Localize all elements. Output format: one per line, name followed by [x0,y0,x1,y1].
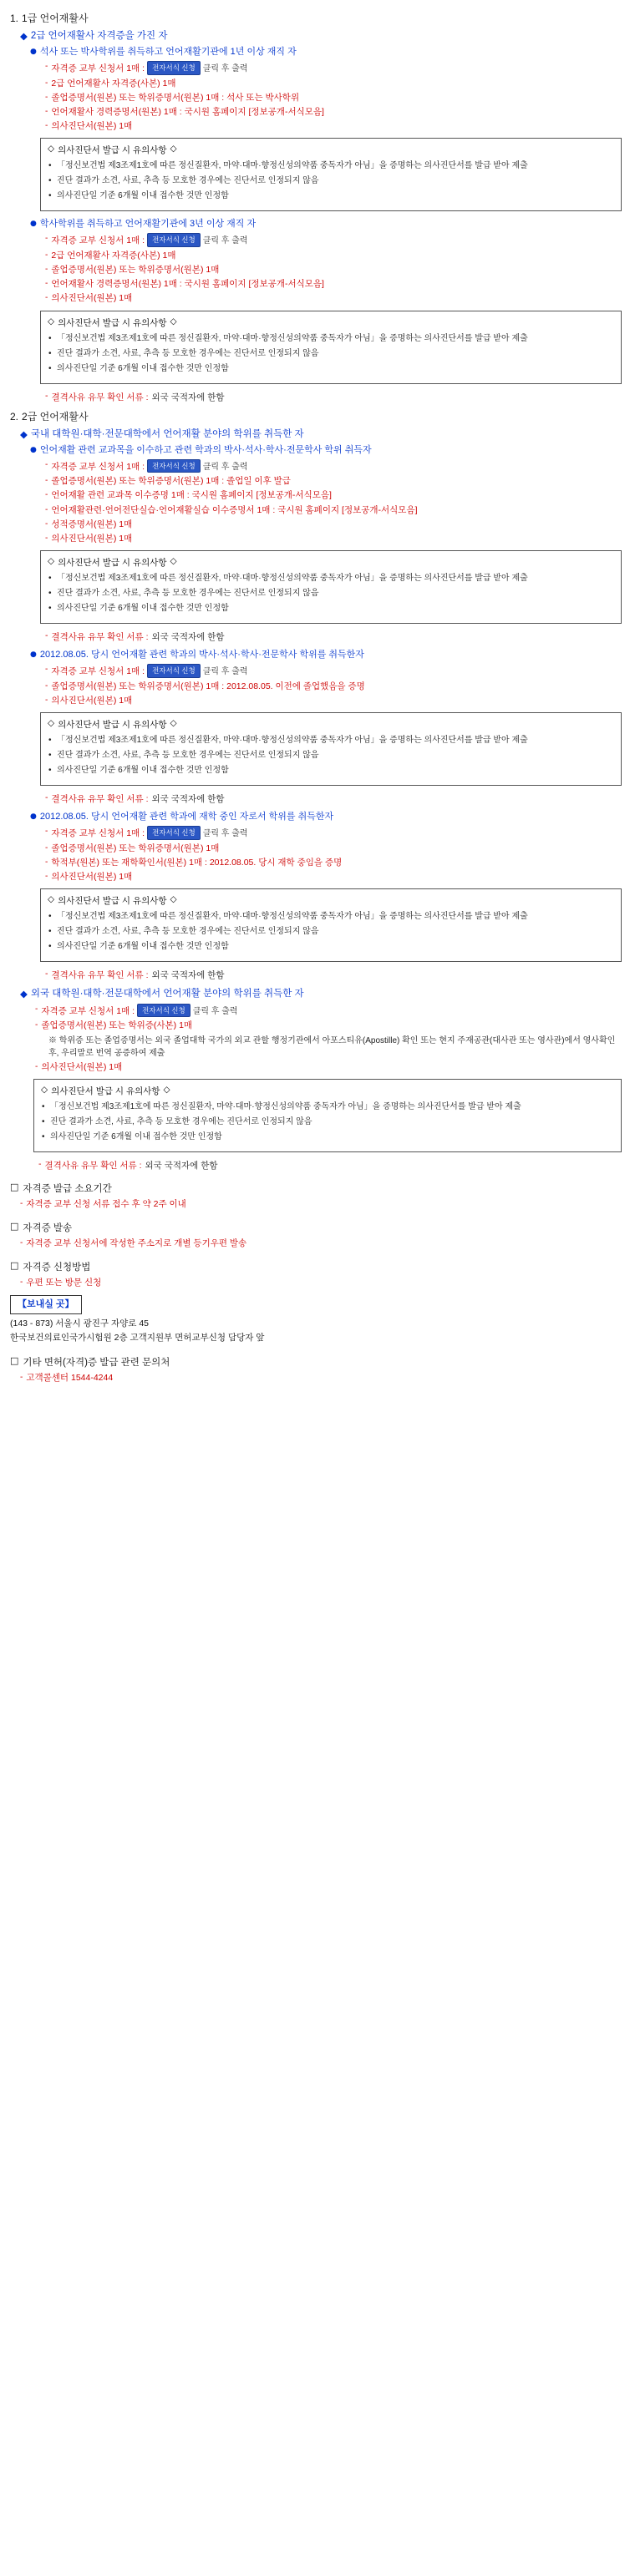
requirement-text: 언어재활사 경력증명서(원본) 1매 : 국시원 홈페이지 [정보공개-서식모음] [51,106,324,117]
square-icon: □ [10,1354,19,1366]
group-heading [20,29,627,43]
medical-certificate-notice [40,138,622,211]
notice-line: • 「정신보건법 제3조제1호에 따른 정신질환자, 마약·대마·향정신성의약품 중독자가 아님」을 증명하는 의사진단서를 발급 받아 제출 [41,1101,614,1113]
medical-certificate-notice [40,712,622,786]
dash-icon: - [45,969,48,979]
dash-icon: - [20,1278,23,1288]
requirement-item [45,92,627,104]
notice-title: 의사진단서 발급 시 유의사항 [51,1086,160,1096]
notice-line: • 「정신보건법 제3조제1호에 따른 정신질환자, 마약·대마·향정신성의약품 중독자가 아님」을 증명하는 의사진단서를 발급 받아 제출 [48,734,614,746]
dash-icon: - [45,843,48,853]
hollow-diamond-icon: ◇ [48,316,55,326]
requirement-after: 클릭 후 출력 [202,462,248,472]
overseas-apostille-note: ※ 학위증 또는 졸업증명서는 외국 졸업대학 국가의 외교 관할 행정기관에서 아포스티유(Apostille) 확인 또는 현지 주재공관(대사관 또는 영사관)에서 영사확인 후, 우리말로 번역 공증하여 제출 [48,1035,616,1058]
hollow-diamond-icon: ◇ [48,718,55,729]
requirement-text: 언어재활사 경력증명서(원본) 1매 : 국시원 홈페이지 [정보공개-서식모음] [51,279,324,290]
medical-certificate-notice [33,1079,622,1152]
notice-line: • 진단 결과가 소견, 사료, 추측 등 모호한 경우에는 진단서로 인정되지 않음 [48,925,614,938]
hollow-diamond-icon: ◇ [48,894,55,905]
group-title: 2급 언어재활사 자격증을 가진 자 [30,31,168,42]
disqualification-tail: 외국 국적자에 한함 [151,392,225,402]
inquiry-heading [10,1355,627,1369]
requirement-text: 의사진단서(원본) 1매 [41,1061,123,1072]
subgroup-title: 언어재활 관련 교과목을 이수하고 관련 학과의 박사·석사·학사·전문학사 학위 취득자 [39,444,372,455]
notice-line: • 「정신보건법 제3조제1호에 따른 정신질환자, 마약·대마·향정신성의약품 중독자가 아님」을 증명하는 의사진단서를 발급 받아 제출 [48,159,614,172]
requirement-text: 2급 언어재활사 자격증(사본) 1매 [51,78,176,89]
dash-icon: - [45,62,48,71]
notice-title-row [48,718,614,731]
item-text: 자격증 교부 신청 서류 접수 후 약 2주 이내 [26,1198,186,1209]
group-title: 국내 대학원·대학·전문대학에서 언어재활 분야의 학위를 취득한 자 [30,429,304,440]
requirement-item [45,871,627,883]
requirement-text: 자격증 교부 신청서 1매 : [51,63,145,73]
requirement-text: 의사진단서(원본) 1매 [51,534,133,544]
requirement-item [45,61,627,76]
diamond-icon: ◆ [20,988,28,1000]
circle-icon: ● [30,220,37,229]
notice-line: • 의사진단일 기준 6개월 이내 접수한 것만 인정함 [48,190,614,202]
requirement-item [45,475,627,488]
requirement-text: 자격증 교부 신청서 1매 : [51,666,145,677]
requirement-item [45,504,627,517]
hollow-diamond-icon-2: ◇ [170,556,177,567]
disqualification-label: 결격사유 유무 확인 서류 : [44,1160,142,1171]
hollow-diamond-icon-2: ◇ [163,1084,170,1095]
dash-icon: - [45,265,48,275]
group-heading [20,987,627,1001]
hollow-diamond-icon-2: ◇ [170,144,177,154]
item-text: 우편 또는 방문 신청 [26,1278,102,1288]
notice-line: • 의사진단일 기준 6개월 이내 접수한 것만 인정함 [48,940,614,953]
mailing-address-line-1: (143 - 873) 서울시 광진구 자양로 45 [10,1318,149,1329]
hollow-diamond-icon-2: ◇ [170,718,177,729]
requirement-text: 의사진단서(원본) 1매 [51,872,133,883]
requirement-text: 자격증 교부 신청서 1매 : [41,1005,135,1016]
dash-icon: - [35,1061,38,1071]
disqualification-label: 결격사유 유무 확인 서류 : [51,794,149,805]
requirement-text: 졸업증명서(원본) 또는 학위증명서(원본) 1매 [51,265,220,276]
section-title: 1급 언어재활사 [22,13,89,24]
hollow-diamond-icon-2: ◇ [170,316,177,326]
dash-icon: - [45,792,48,803]
dash-icon: - [45,630,48,641]
delivery-item [20,1237,627,1250]
disqualification-label: 결격사유 유무 확인 서류 : [51,632,149,643]
requirement-item [35,1061,627,1074]
subgroup-heading [30,444,627,458]
heading-text: 자격증 발송 [23,1223,73,1234]
notice-line: • 진단 결과가 소견, 사료, 추측 등 모호한 경우에는 진단서로 인정되지 않음 [48,175,614,187]
requirement-text: 자격증 교부 신청서 1매 : [51,828,145,839]
notice-title: 의사진단서 발급 시 유의사항 [58,896,167,907]
requirement-text: 성적증명서(원본) 1매 [51,519,133,529]
disqualification-note [45,630,627,643]
dash-icon: - [35,1004,38,1014]
notice-line: • 의사진단일 기준 6개월 이내 접수한 것만 인정함 [48,362,614,375]
notice-title-row [48,316,614,329]
heading-text: 자격증 발급 소요기간 [23,1183,112,1194]
item-text: 자격증 교부 신청서에 작성한 주소지로 개별 등기우편 발송 [26,1238,247,1249]
dash-icon: - [45,234,48,244]
dash-icon: - [45,279,48,289]
requirement-item [45,459,627,474]
requirement-item [45,250,627,262]
circle-icon: ● [30,445,37,454]
disqualification-label: 결격사유 유무 확인 서류 : [51,970,149,981]
dash-icon: - [45,459,48,469]
circle-icon: ● [30,650,37,660]
square-icon: □ [10,1221,19,1232]
delivery-heading [10,1221,627,1234]
requirement-item [45,489,627,502]
requirement-item [35,1004,627,1019]
disqualification-note [45,391,627,403]
disqualification-tail: 외국 국적자에 한함 [151,632,225,643]
dash-icon: - [45,872,48,882]
requirement-after: 클릭 후 출력 [192,1006,238,1016]
section-number: 2. [10,410,19,423]
notice-line: • 진단 결과가 소견, 사료, 추측 등 모호한 경우에는 진단서로 인정되지 않음 [48,347,614,360]
subgroup-title: 학사학위를 취득하고 언어재활기관에 3년 이상 재직 자 [39,219,257,230]
requirement-text: 의사진단서(원본) 1매 [51,695,133,706]
dash-icon: - [45,78,48,88]
medical-certificate-notice [40,888,622,962]
requirement-item [45,857,627,869]
dash-icon: - [45,681,48,691]
dash-icon: - [20,1372,23,1382]
notice-line: • 의사진단일 기준 6개월 이내 접수한 것만 인정함 [48,764,614,777]
notice-line: • 의사진단일 기준 6개월 이내 접수한 것만 인정함 [41,1131,614,1143]
notice-line: • 의사진단일 기준 6개월 이내 접수한 것만 인정함 [48,602,614,615]
requirement-text: 2급 언어재활사 자격증(사본) 1매 [51,250,176,261]
notice-title: 의사진단서 발급 시 유의사항 [58,317,167,328]
subgroup-title: 석사 또는 박사학위를 취득하고 언어재활기관에 1년 이상 재직 자 [39,47,297,58]
requirement-item [45,826,627,841]
notice-title: 의사진단서 발급 시 유의사항 [58,720,167,731]
eform-apply-button[interactable]: 전자서식 신청 [137,1004,190,1018]
requirement-item [45,264,627,276]
notice-title: 의사진단서 발급 시 유의사항 [58,558,167,569]
requirement-text: 졸업증명서(원본) 또는 학위증(사본) 1매 [41,1020,193,1031]
square-icon: □ [10,1260,19,1272]
requirement-text: 자격증 교부 신청서 1매 : [51,235,145,246]
group-heading [20,428,627,442]
dash-icon: - [45,121,48,131]
subgroup-heading [30,46,627,59]
notice-line: • 「정신보건법 제3조제1호에 따른 정신질환자, 마약·대마·향정신성의약품 중독자가 아님」을 증명하는 의사진단서를 발급 받아 제출 [48,572,614,585]
notice-title-row [48,556,614,569]
dash-icon: - [45,519,48,529]
requirement-item [45,120,627,133]
medical-certificate-notice [40,550,622,624]
dash-icon: - [45,390,48,401]
eform-apply-button[interactable]: 전자서식 신청 [147,233,201,247]
hollow-diamond-icon-2: ◇ [170,894,177,905]
notice-title-row [48,144,614,156]
requirement-text: 졸업증명서(원본) 또는 학위증명서(원본) 1매 : 2012.08.05. 이전에 졸업했음을 증명 [51,681,365,691]
section-title: 2급 언어재활사 [22,410,89,423]
mailing-address-line-2: 한국보건의료인국가시험원 2층 고객지원부 면허교부신청 담당자 앞 [10,1332,265,1343]
hollow-diamond-icon: ◇ [48,144,55,154]
dash-icon: - [45,250,48,260]
requirement-after: 클릭 후 출력 [202,667,248,677]
requirement-after: 클릭 후 출력 [202,64,248,73]
heading-text: 기타 면허(자격)증 발급 관련 문의처 [23,1357,170,1368]
notice-title-row [48,894,614,907]
requirement-after: 클릭 후 출력 [202,829,248,839]
notice-line: • 진단 결과가 소견, 사료, 추측 등 모호한 경우에는 진단서로 인정되지 않음 [41,1116,614,1128]
requirement-text: 의사진단서(원본) 1매 [51,293,133,304]
subgroup-heading [30,649,627,662]
issue-period-item [20,1198,627,1211]
inquiry-item [20,1372,627,1384]
group-title: 외국 대학원·대학·전문대학에서 언어재활 분야의 학위를 취득한 자 [30,989,304,1000]
hollow-diamond-icon: ◇ [48,556,55,567]
dash-icon: - [45,857,48,867]
dash-icon: - [35,1020,38,1030]
mailing-address-title: 【보내실 곳】 [10,1295,82,1315]
application-method-heading [10,1260,627,1273]
requirement-item [45,292,627,305]
eform-apply-button[interactable]: 전자서식 신청 [147,61,201,75]
requirement-text: 졸업증명서(원본) 또는 학위증명서(원본) 1매 [51,843,220,853]
subgroup-heading [30,218,627,231]
requirement-item [45,533,627,545]
dash-icon: - [45,293,48,303]
requirement-item [45,664,627,679]
notice-line: • 「정신보건법 제3조제1호에 따른 정신질환자, 마약·대마·향정신성의약품 중독자가 아님」을 증명하는 의사진단서를 발급 받아 제출 [48,910,614,923]
dash-icon: - [45,490,48,500]
subgroup-title: 2012.08.05. 당시 언어재활 관련 학과의 박사·석사·학사·전문학사 학위를 취득한자 [39,650,364,660]
circle-icon: ● [30,48,37,57]
requirement-item [45,843,627,855]
requirement-item [45,695,627,707]
eform-apply-button[interactable]: 전자서식 신청 [147,664,201,678]
requirement-item [45,519,627,531]
dash-icon: - [45,476,48,486]
call-center-text: 고객콜센터 1544-4244 [26,1372,114,1383]
section-2-heading [10,410,627,424]
requirement-item [45,233,627,248]
requirement-text: 언어재활 관련 교과목 이수증명 1매 : 국시원 홈페이지 [정보공개-서식모음] [51,490,332,501]
disqualification-note [45,969,627,981]
disqualification-note [45,792,627,805]
medical-certificate-notice [40,311,622,384]
requirement-text: 언어재활관련·언어전단실습·언어재활실습 이수증명서 1매 : 국시원 홈페이지 [정보공개-서식모음] [51,504,418,515]
requirement-text: 졸업증명서(원본) 또는 학위증명서(원본) 1매 : 석사 또는 박사학위 [51,92,300,103]
dash-icon: - [45,106,48,116]
section-1-heading [10,12,627,26]
notice-line: • 진단 결과가 소견, 사료, 추측 등 모호한 경우에는 진단서로 인정되지 않음 [48,749,614,762]
dash-icon: - [45,92,48,102]
dash-icon: - [45,827,48,837]
disqualification-tail: 외국 국적자에 한함 [145,1160,218,1171]
diamond-icon: ◆ [20,428,28,441]
issue-period-heading [10,1182,627,1195]
notice-line: • 진단 결과가 소견, 사료, 추측 등 모호한 경우에는 진단서로 인정되지 않음 [48,587,614,600]
disqualification-tail: 외국 국적자에 한함 [151,970,225,981]
disqualification-tail: 외국 국적자에 한함 [151,794,225,805]
disqualification-note [38,1159,627,1172]
requirement-item [45,106,627,119]
square-icon: □ [10,1181,19,1192]
application-method-item [20,1277,627,1289]
eform-apply-button[interactable]: 전자서식 신청 [147,826,201,840]
circle-icon: ● [30,812,37,822]
dash-icon: - [45,504,48,514]
dash-icon: - [45,695,48,705]
requirement-text: 졸업증명서(원본) 또는 학위증명서(원본) 1매 : 졸업일 이후 발급 [51,476,291,487]
dash-icon: - [20,1238,23,1248]
notice-line: • 「정신보건법 제3조제1호에 따른 정신질환자, 마약·대마·향정신성의약품 중독자가 아님」을 증명하는 의사진단서를 발급 받아 제출 [48,332,614,345]
hollow-diamond-icon: ◇ [41,1084,48,1095]
requirement-item [45,278,627,291]
requirement-item [45,78,627,90]
mailing-address-block [10,1295,627,1345]
requirement-text: 학적부(원본) 또는 재학확인서(원본) 1매 : 2012.08.05. 당시 재학 중임을 증명 [51,857,343,868]
heading-text: 자격증 신청방법 [23,1263,91,1273]
requirement-item [35,1020,627,1032]
eform-apply-button[interactable]: 전자서식 신청 [147,459,201,473]
subgroup-title: 2012.08.05. 당시 언어재활 관련 학과에 재학 중인 자로서 학위를 취득한자 [39,812,334,822]
subgroup-heading [30,811,627,824]
dash-icon: - [20,1198,23,1208]
section-number: 1. [10,13,19,24]
requirement-text: 의사진단서(원본) 1매 [51,121,133,132]
diamond-icon: ◆ [20,30,28,43]
disqualification-label: 결격사유 유무 확인 서류 : [51,392,149,402]
notice-title-row [41,1085,614,1097]
requirement-item [45,681,627,693]
notice-title: 의사진단서 발급 시 유의사항 [58,145,167,156]
dash-icon: - [45,534,48,544]
dash-icon: - [38,1158,42,1169]
requirement-after: 클릭 후 출력 [202,236,248,246]
dash-icon: - [45,665,48,675]
requirement-text: 자격증 교부 신청서 1매 : [51,461,145,472]
